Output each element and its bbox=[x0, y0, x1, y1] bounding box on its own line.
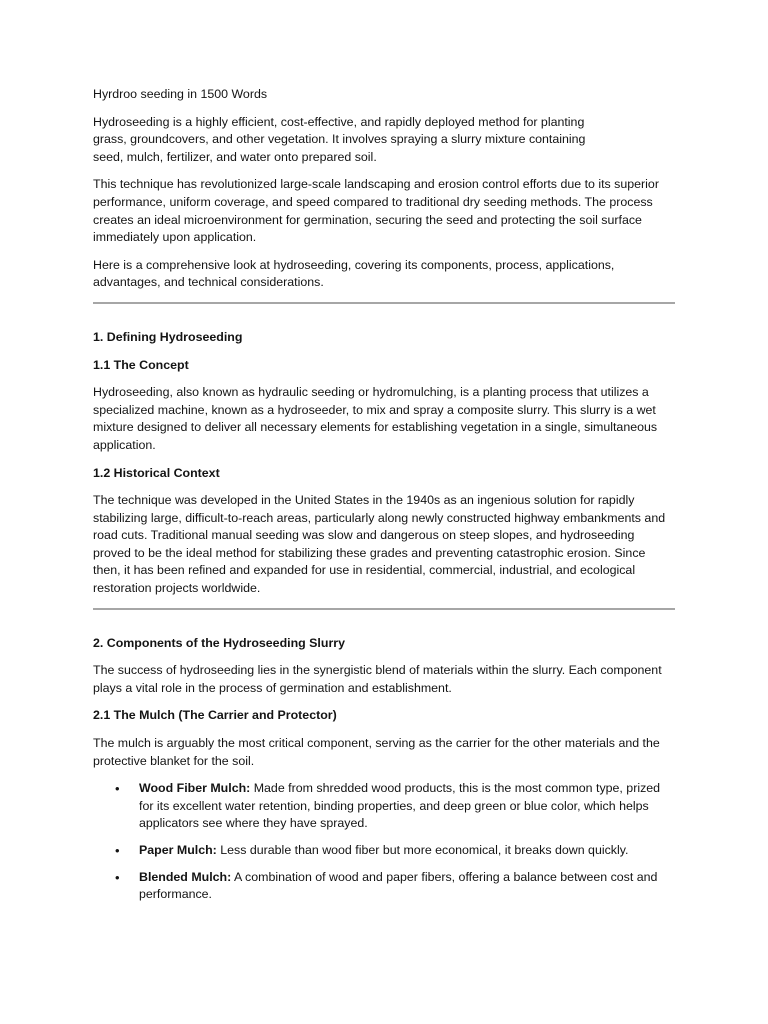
bullet-icon: • bbox=[115, 869, 120, 885]
intro-paragraph-2: This technique has revolutionized large-scale landscaping and erosion control efforts due to its superior performance, uniform coverage, and speed compared to traditional dry seeding methods. The process creates an ideal microenvironment for germination, securing the seed and protecting the soil surface immediately upon application. bbox=[93, 177, 659, 245]
subsection-2-1-text: The mulch is arguably the most critical component, serving as the carrier for the other materials and the protective blanket for the soil. bbox=[93, 736, 660, 768]
document-page bbox=[93, 86, 675, 913]
bullet-icon: • bbox=[115, 781, 120, 797]
document-title: Hyrdroo seeding in 1500 Words bbox=[93, 87, 268, 101]
subsection-1-2-text: The technique was developed in the United States in the 1940s as an ingenious solution for rapidly stabilizing large, difficult-to-reach areas, particularly along newly constructed highway embankments and road cuts. Traditional manual seeding was slow and dangerous on steep slopes, and hydroseeding proved to be the ideal method for stabilizing these grades and preventing catastrophic erosion. Since then, it has been refined and expanded for use in residential, commercial, industrial, and ecological restoration projects worldwide. bbox=[93, 493, 666, 596]
subsection-1-1-heading: 1.1 The Concept bbox=[93, 357, 189, 372]
subsection-1-2-heading: 1.2 Historical Context bbox=[93, 465, 220, 480]
list-item-text: A combination of wood and paper fibers, offering a balance between cost and performance. bbox=[139, 869, 658, 902]
list-item-term: Paper Mulch: bbox=[139, 843, 217, 857]
intro-paragraph-3: Here is a comprehensive look at hydroseeding, covering its components, process, applications, advantages, and technical considerations. bbox=[93, 257, 615, 290]
list-item-term: Blended Mulch: bbox=[139, 869, 232, 884]
subsection-2-1-heading: 2.1 The Mulch (The Carrier and Protector) bbox=[93, 708, 337, 723]
list-item-term: Wood Fiber Mulch: bbox=[139, 781, 251, 796]
section-2-heading: 2. Components of the Hydroseeding Slurry bbox=[93, 635, 345, 650]
section-divider bbox=[93, 302, 675, 304]
section-2-intro: The success of hydroseeding lies in the synergistic blend of materials within the slurry. Each component plays a vital role in the process of germination and establishment. bbox=[93, 663, 662, 695]
list-item bbox=[93, 869, 675, 904]
list-item-text: Made from shredded wood products, this is the most common type, prized for its excellent water retention, binding properties, and deep green or blue color, which helps applicators see where they have sprayed. bbox=[139, 781, 661, 831]
mulch-types-list bbox=[93, 780, 675, 904]
list-item-text: Less durable than wood fiber but more economical, it breaks down quickly. bbox=[216, 843, 629, 857]
list-item bbox=[93, 780, 675, 833]
section-1-heading: 1. Defining Hydroseeding bbox=[93, 329, 243, 344]
intro-paragraph-1: Hydroseeding is a highly efficient, cost-effective, and rapidly deployed method for planting grass, groundcovers, and other vegetation. It involves spraying a slurry mixture containing seed, mulch, fertilizer, and water onto prepared soil. bbox=[93, 114, 586, 164]
section-divider bbox=[93, 608, 675, 610]
subsection-1-1-text: Hydroseeding, also known as hydraulic seeding or hydromulching, is a planting process that utilizes a specialized machine, known as a hydroseeder, to mix and spray a composite slurry. This slurry is a wet mixture designed to deliver all necessary elements for establishing vegetation in a single, simultaneous application. bbox=[93, 385, 658, 452]
bullet-icon: • bbox=[115, 843, 120, 858]
list-item bbox=[93, 842, 675, 860]
